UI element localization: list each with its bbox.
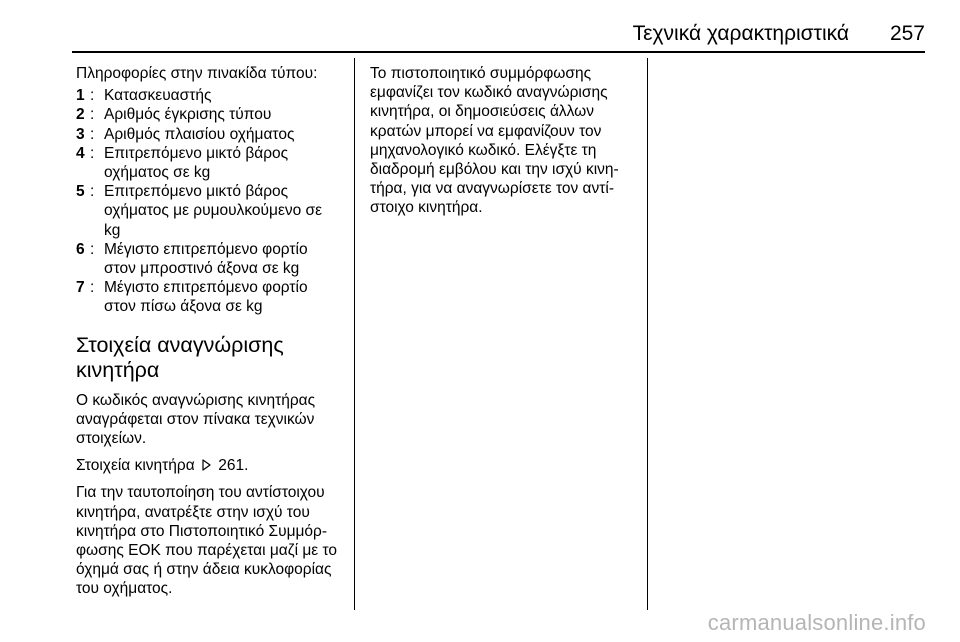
page-header: [72, 22, 925, 48]
right-column: [370, 64, 640, 226]
reference-page: 261.: [218, 457, 249, 475]
column-divider-right: [647, 58, 648, 610]
item-separator: :: [90, 106, 95, 124]
type-plate-list: [76, 86, 342, 316]
item-text: Μέγιστο επιτρεπόμενο φορτίο στον μπροστινό άξονα σε kg: [104, 240, 308, 278]
item-number: 3: [76, 125, 85, 143]
conformity-certificate-paragraph: Το πιστοποιητικό συμμόρφωσης εμφανίζει τον κωδικό αναγνώρισης κινητήρα, οι δημοσιεύσεις άλλων κρατών μπορεί να εμφανίζουν τον μηχανολογικό κωδικό. Ελέγξτε τη διαδρομή εμβόλου και την ισχύ κινητήρα, για να αναγνωρίσετε τον αντίστοιχο κινητήρα.: [370, 65, 619, 217]
item-number: 1: [76, 87, 85, 105]
list-item: [76, 86, 342, 105]
item-number: 7: [76, 279, 85, 297]
item-separator: :: [90, 240, 95, 258]
reference-text: Στοιχεία κινητήρα: [76, 457, 195, 475]
type-plate-intro: Πληροφορίες στην πινακίδα τύπου:: [76, 65, 318, 82]
item-separator: :: [90, 125, 95, 143]
item-text: Αριθμός έγκρισης τύπου: [104, 106, 272, 124]
page-reference-arrow-icon: [201, 459, 212, 471]
engine-data-reference[interactable]: [76, 456, 342, 475]
left-column: [76, 64, 342, 607]
item-number: 5: [76, 183, 85, 201]
list-item: [76, 182, 342, 240]
engine-code-paragraph: Ο κωδικός αναγνώρισης κινητήρας αναγράφεται στον πίνακα τεχνικών στοιχείων.: [76, 391, 316, 448]
item-separator: :: [90, 87, 95, 105]
header-rule: [72, 51, 925, 53]
item-number: 4: [76, 144, 85, 162]
item-separator: :: [90, 183, 95, 201]
item-number: 2: [76, 106, 85, 124]
item-separator: :: [90, 144, 95, 162]
item-text: Μέγιστο επιτρεπόμενο φορτίο στον πίσω άξονα σε kg: [104, 279, 308, 316]
item-text: Κατασκευαστής: [104, 87, 212, 105]
list-item: [76, 105, 342, 124]
page-number: 257: [889, 22, 925, 45]
item-number: 6: [76, 240, 85, 258]
list-item: [76, 144, 342, 182]
engine-id-heading: Στοιχεία αναγνώρισης κινητήρα: [76, 332, 284, 382]
item-separator: :: [90, 279, 95, 297]
item-text: Αριθμός πλαισίου οχήματος: [104, 125, 295, 143]
section-title: Τεχνικά χαρακτηριστικά: [632, 22, 849, 45]
watermark: carmanualsonline.info: [707, 610, 926, 635]
item-text: Επιτρεπόμενο μικτό βάρος οχήματος με ρυμουλκούμενο σε kg: [104, 183, 323, 239]
column-divider-left: [354, 58, 355, 610]
engine-identification-paragraph: Για την ταυτοποίηση του αντίστοιχου κινητήρα, ανατρέξτε στην ισχύ του κινητήρα στο Πιστοποιητικό Συμμόρφωσης ΕΟΚ που παρέχεται μαζί με το όχημά σας ή στην άδεια κυκλοφορίας του οχήματος.: [76, 484, 338, 598]
item-text: Επιτρεπόμενο μικτό βάρος οχήματος σε kg: [104, 144, 289, 182]
list-item: [76, 125, 342, 144]
list-item: [76, 278, 342, 316]
list-item: [76, 240, 342, 278]
